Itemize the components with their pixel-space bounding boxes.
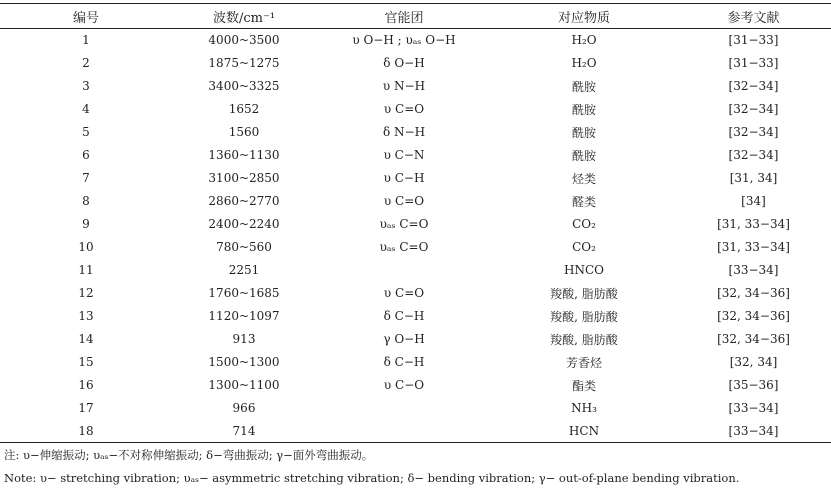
cell-index: 2 <box>82 56 90 70</box>
table-row <box>0 305 831 328</box>
cell-substance: 酯类 <box>571 378 596 393</box>
cell-index: 7 <box>82 171 90 185</box>
header-functional-group: 官能团 <box>316 4 492 29</box>
cell-functional-group: υ O−H ; υₐₛ O−H <box>352 33 456 48</box>
cell-wavenumber: 2860~2770 <box>208 194 280 208</box>
cell-functional-group: γ O−H <box>383 332 425 346</box>
cell-functional-group: δ O−H <box>383 56 425 70</box>
cell-substance: HNCO <box>564 263 604 277</box>
table-row <box>0 328 831 351</box>
cell-index: 8 <box>82 194 90 208</box>
cell-references: [33−34] <box>676 420 831 443</box>
cell-wavenumber: 1120~1097 <box>208 309 280 323</box>
cell-substance: 酰胺 <box>571 79 596 94</box>
cell-functional-group: υ C=O <box>383 286 425 300</box>
cell-functional-group: υ N−H <box>382 79 426 93</box>
header-wavenumber: 波数/cm⁻¹ <box>172 4 316 29</box>
cell-references: [31, 33−34] <box>717 240 790 254</box>
cell-references: [31, 34] <box>729 171 778 185</box>
table-row <box>0 98 831 121</box>
table-header <box>0 4 831 29</box>
cell-index: 5 <box>82 125 90 139</box>
cell-wavenumber: 1360~1130 <box>208 148 280 162</box>
cell-index: 9 <box>82 217 90 231</box>
header-index: 编号 <box>0 4 172 29</box>
table-row <box>0 190 831 213</box>
cell-functional-group: δ C−H <box>383 309 425 323</box>
cell-wavenumber: 714 <box>172 420 316 443</box>
note-english: Note: υ− stretching vibration; υₐₛ− asymmetric stretching vibration; δ− bending vibration; γ− out-of-plane bending vibration. <box>4 471 740 485</box>
table-row <box>0 121 831 144</box>
ir-band-table <box>0 3 831 443</box>
table-row <box>0 397 831 420</box>
cell-wavenumber: 4000~3500 <box>208 33 280 48</box>
cell-functional-group: υ C=O <box>383 102 425 116</box>
cell-wavenumber: 780~560 <box>216 240 272 254</box>
header-substance: 对应物质 <box>492 4 676 29</box>
cell-wavenumber: 1760~1685 <box>208 286 280 300</box>
cell-substance: 酰胺 <box>571 125 596 140</box>
table-row <box>0 282 831 305</box>
cell-substance: 烃类 <box>571 171 596 186</box>
cell-functional-group: υₐₛ C=O <box>379 217 429 231</box>
cell-index: 10 <box>78 240 94 254</box>
cell-substance: CO₂ <box>572 240 596 254</box>
cell-substance: CO₂ <box>572 217 596 231</box>
cell-substance: 芳香烃 <box>565 355 602 370</box>
cell-substance: HCN <box>492 420 676 443</box>
cell-substance: 羧酸, 脂肪酸 <box>550 332 618 347</box>
table-row <box>0 236 831 259</box>
cell-substance: 酰胺 <box>571 148 596 163</box>
cell-substance: 酰胺 <box>571 102 596 117</box>
cell-wavenumber: 1652 <box>228 102 260 116</box>
cell-index: 6 <box>82 148 90 162</box>
note-chinese: 注: υ−伸缩振动; υₐₛ−不对称伸缩振动; δ−弯曲振动; γ−面外弯曲振动。 <box>4 448 374 462</box>
cell-references: [31−33] <box>728 33 779 48</box>
cell-functional-group: δ C−H <box>383 355 425 369</box>
cell-references: [32, 34−36] <box>717 286 790 300</box>
cell-wavenumber: 966 <box>232 401 256 415</box>
cell-index: 3 <box>82 79 90 93</box>
table-row <box>0 374 831 397</box>
cell-functional-group: υ C=O <box>383 194 425 208</box>
cell-functional-group: δ N−H <box>382 125 426 139</box>
cell-functional-group: υ C−N <box>383 148 425 162</box>
cell-wavenumber: 1875~1275 <box>208 56 280 70</box>
cell-index: 16 <box>78 378 94 392</box>
cell-references: [34] <box>741 194 766 208</box>
table-row <box>0 420 831 443</box>
cell-wavenumber: 3400~3325 <box>208 79 280 93</box>
cell-references: [32−34] <box>728 102 779 116</box>
cell-references: [32, 34−36] <box>717 309 790 323</box>
cell-references: [35−36] <box>728 378 779 392</box>
cell-wavenumber: 3100~2850 <box>208 171 280 185</box>
cell-index: 4 <box>82 102 90 116</box>
cell-substance: 羧酸, 脂肪酸 <box>550 286 618 301</box>
cell-functional-group: υ C−H <box>383 171 425 185</box>
cell-references: [31, 33−34] <box>717 217 790 231</box>
cell-wavenumber: 913 <box>232 332 256 346</box>
cell-wavenumber: 1560 <box>228 125 260 139</box>
cell-wavenumber: 1500~1300 <box>208 355 280 369</box>
cell-references: [33−34] <box>728 263 779 277</box>
cell-index: 18 <box>0 420 172 443</box>
cell-functional-group <box>316 259 492 282</box>
cell-references: [32, 34] <box>729 355 778 369</box>
table-row <box>0 144 831 167</box>
cell-functional-group: υ C−O <box>383 378 425 392</box>
cell-wavenumber: 1300~1100 <box>208 378 280 392</box>
cell-index: 15 <box>78 355 94 369</box>
table-row <box>0 213 831 236</box>
cell-substance: NH₃ <box>571 401 597 415</box>
header-row <box>0 4 831 29</box>
cell-references: [32, 34−36] <box>717 332 790 346</box>
cell-references: [32−34] <box>728 125 779 139</box>
cell-references: [33−34] <box>728 401 779 415</box>
cell-substance: 羧酸, 脂肪酸 <box>550 309 618 324</box>
cell-substance: H₂O <box>571 33 597 48</box>
table-row <box>0 167 831 190</box>
cell-functional-group <box>316 397 492 420</box>
table-row <box>0 29 831 52</box>
cell-index: 14 <box>78 332 94 346</box>
cell-functional-group <box>316 420 492 443</box>
table-row <box>0 75 831 98</box>
cell-substance: H₂O <box>571 56 597 70</box>
table-row <box>0 351 831 374</box>
cell-references: [31−33] <box>728 56 779 70</box>
cell-wavenumber: 2400~2240 <box>208 217 280 231</box>
cell-index: 17 <box>78 401 94 415</box>
cell-index: 1 <box>82 33 90 48</box>
cell-index: 11 <box>78 263 94 277</box>
table-row <box>0 52 831 75</box>
cell-wavenumber: 2251 <box>228 263 260 277</box>
cell-references: [32−34] <box>728 79 779 93</box>
cell-index: 12 <box>78 286 94 300</box>
cell-substance: 醛类 <box>571 194 596 209</box>
header-references: 参考文献 <box>676 4 831 29</box>
cell-references: [32−34] <box>728 148 779 162</box>
table-row <box>0 259 831 282</box>
cell-functional-group: υₐₛ C=O <box>379 240 429 254</box>
cell-index: 13 <box>78 309 94 323</box>
table-body <box>0 29 831 443</box>
